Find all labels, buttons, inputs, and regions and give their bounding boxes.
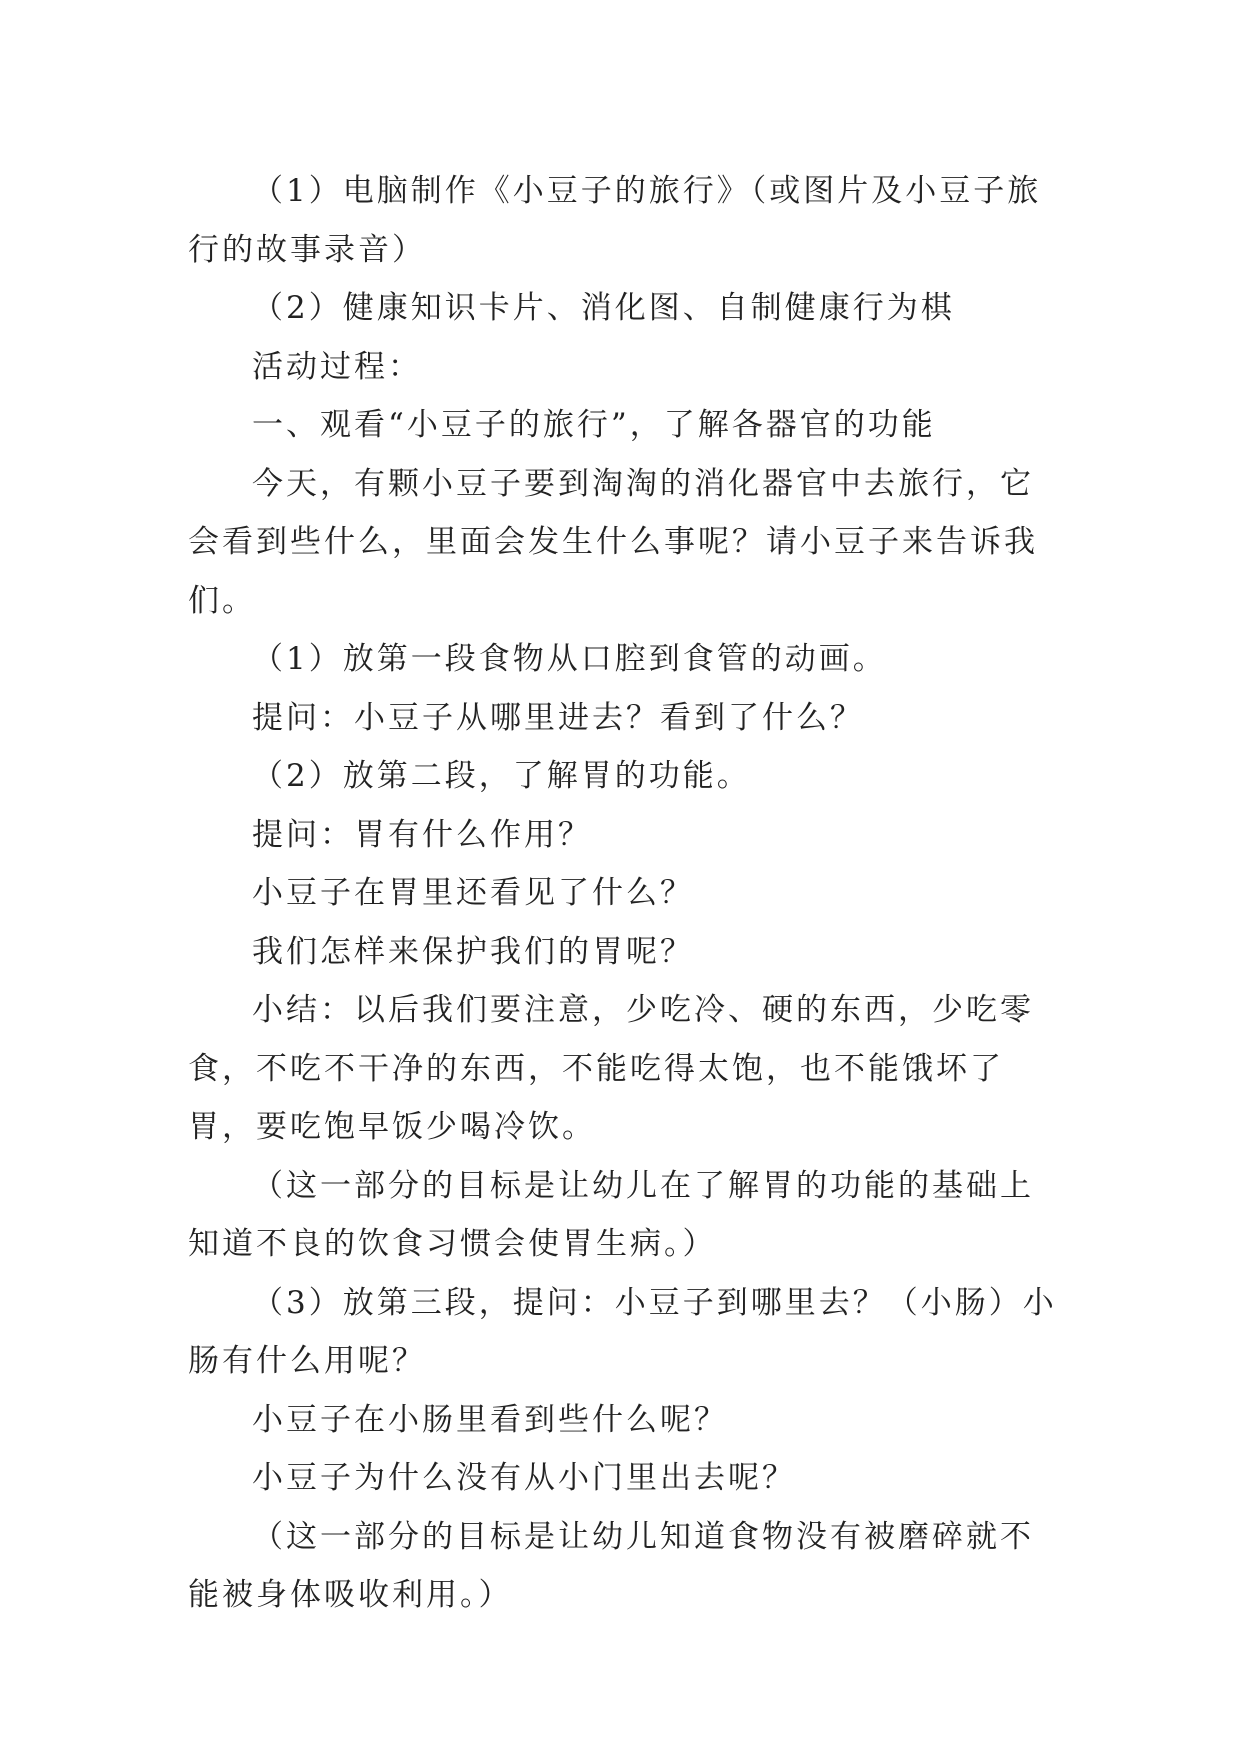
paragraph-step-2: （2）放第二段，了解胃的功能。 (252, 758, 751, 794)
paragraph-summary: 小结：以后我们要注意，少吃冷、硬的东西，少吃零食，不吃不干净的东西，不能吃得太饱，也不能饿坏了胃，要吃饱早饭少喝冷饮。 (188, 992, 1034, 1145)
paragraph-step-3: （3）放第三段，提问：小豆子到哪里去？（小肠）小肠有什么用呢？ (188, 1284, 1057, 1379)
paragraph-question-1: 提问：小豆子从哪里进去？看到了什么？ (252, 699, 864, 736)
paragraph-question-3: 小豆子在胃里还看见了什么？ (252, 875, 694, 911)
paragraph-goal-2: （这一部分的目标是让幼儿知道食物没有被磨碎就不能被身体吸收利用。） (188, 1518, 1034, 1613)
paragraph-question-4: 我们怎样来保护我们的胃呢？ (252, 933, 694, 970)
paragraph-goal-1: （这一部分的目标是让幼儿在了解胃的功能的基础上知道不良的饮食习惯会使胃生病。） (188, 1167, 1034, 1262)
paragraph-process-heading: 活动过程： (252, 348, 422, 385)
paragraph-section-one-heading: 一、观看“小豆子的旅行”，了解各器官的功能 (252, 407, 936, 443)
paragraph-materials-2: （2）健康知识卡片、消化图、自制健康行为棋 (252, 290, 955, 326)
paragraph-question-2: 提问：胃有什么作用？ (252, 816, 592, 853)
document-body (188, 162, 1058, 1625)
paragraph-step-1: （1）放第一段食物从口腔到食管的动画。 (252, 641, 887, 677)
paragraph-intro: 今天，有颗小豆子要到淘淘的消化器官中去旅行，它会看到些什么，里面会发生什么事呢？请小豆子来告诉我们。 (188, 465, 1038, 619)
paragraph-question-5: 小豆子在小肠里看到些什么呢？ (252, 1401, 728, 1438)
paragraph-question-6: 小豆子为什么没有从小门里出去呢？ (252, 1460, 796, 1496)
paragraph-materials-1: （1）电脑制作《小豆子的旅行》（或图片及小豆子旅行的故事录音） (188, 173, 1042, 268)
